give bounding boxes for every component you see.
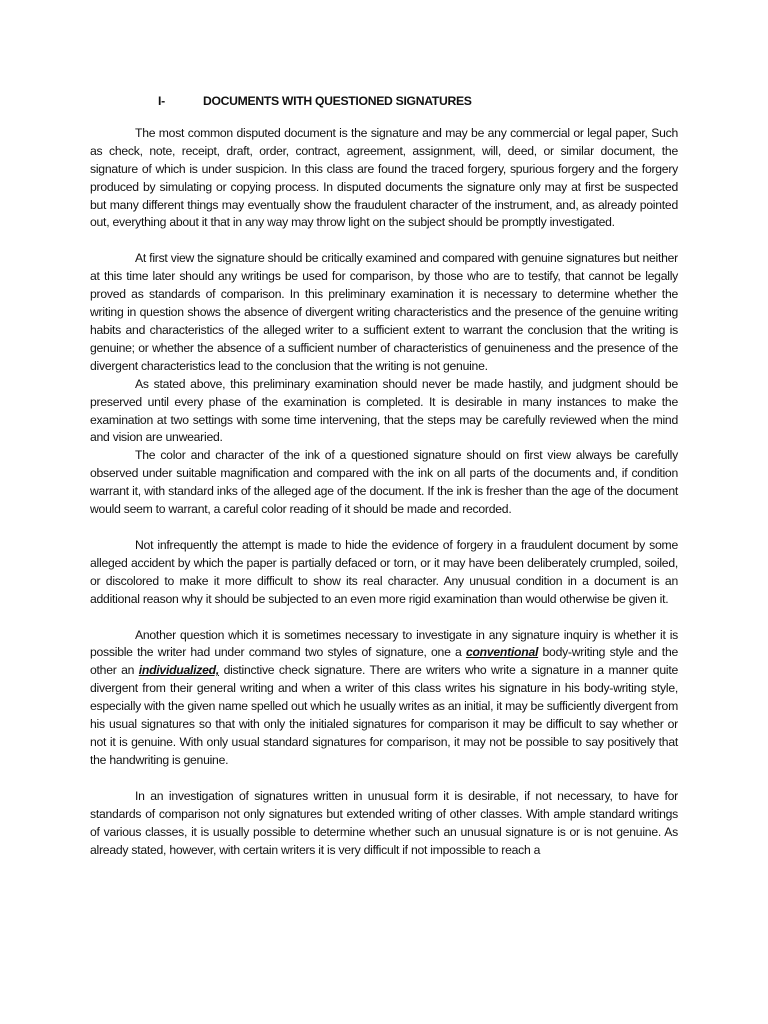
emphasis-conventional: conventional [465, 645, 539, 660]
paragraph-2: At first view the signature should be critically examined and compared with genuine signatures but neither at this time later should any writings be used for comparison, by those who are to testify, that cannot be legally proved as standards of comparison. In this preliminary examination it is necessary to determine whether the writing in question shows the absence of divergent writing characteristics and the presence of the genuine writing habits and characteristics of the alleged writer to a sufficient extent to warrant the conclusion that the writing is genuine; or whether the absence of a sufficient number of characteristics of genuineness and the presence of the divergent characteristics lead to the conclusion that the writing is not genuine. [90, 251, 678, 373]
section-heading [90, 93, 678, 111]
paragraph-6-text-c: distinctive check signature. There are writers who write a signature in a manner quite divergent from their general writing and when a writer of this class writes his signature in his body-writing style, especially with the given name spelled out which he usually writes as an initial, it may be sufficiently divergent from his usual signatures so that with only the initialed signatures for comparison it may be difficult to say whether or not it is genuine. With only usual standard signatures for comparison, it may not be possible to say positively that the handwriting is genuine. [90, 663, 678, 767]
paragraph-6 [90, 627, 678, 770]
section-title: DOCUMENTS WITH QUESTIONED SIGNATURES [203, 94, 472, 108]
paragraph-6-text-a: Another question which it is sometimes necessary to investigate in any signature inquiry is whether it is possible the writer had under command two styles of signature, one a [90, 627, 678, 660]
paragraph-6-text-b: body-writing style and the other an [90, 645, 678, 678]
paragraph-5: Not infrequently the attempt is made to hide the evidence of forgery in a fraudulent document by some alleged accident by which the paper is partially defaced or torn, or it may have been deliberately crumpled, soiled, or discolored to make it more difficult to show its real character. Any unusual condition in a document is an additional reason why it should be subjected to an even more rigid examination than would otherwise be given it. [90, 537, 678, 606]
paragraph-4: The color and character of the ink of a questioned signature should on first view always be carefully observed under suitable magnification and compared with the ink on all parts of the documents and, if condition warrant it, with standard inks of the alleged age of the document. If the ink is fresher than the age of the document would seem to warrant, a careful color reading of it should be made and recorded. [90, 448, 678, 517]
paragraph-1: The most common disputed document is the signature and may be any commercial or legal paper, Such as check, note, receipt, draft, order, contract, agreement, assignment, will, deed, or similar document, the signature of which is under suspicion. In this class are found the traced forgery, spurious forgery and the forgery produced by simulating or copying process. In disputed documents the signature only may at first be suspected but many different things may eventually show the fraudulent character of the instrument, and, as already pointed out, everything about it that in any way may throw light on the subject should be promptly investigated. [90, 125, 678, 230]
paragraph-7: In an investigation of signatures written in unusual form it is desirable, if not necessary, to have for standards of comparison not only signatures but extended writing of other classes. With ample standard writings of various classes, it is usually possible to determine whether such an unusual signature is or is not genuine. As already stated, however, with certain writers it is very difficult if not impossible to reach a [90, 788, 678, 857]
emphasis-individualized: individualized, [138, 663, 219, 678]
section-number: I- [158, 94, 165, 108]
paragraph-3: As stated above, this preliminary examination should never be made hastily, and judgment should be preserved until every phase of the examination is completed. It is desirable in many instances to make the examination at two settings with some time intervening, that the steps may be carefully reviewed when the mind and vision are unwearied. [90, 376, 678, 445]
document-body [90, 93, 678, 859]
